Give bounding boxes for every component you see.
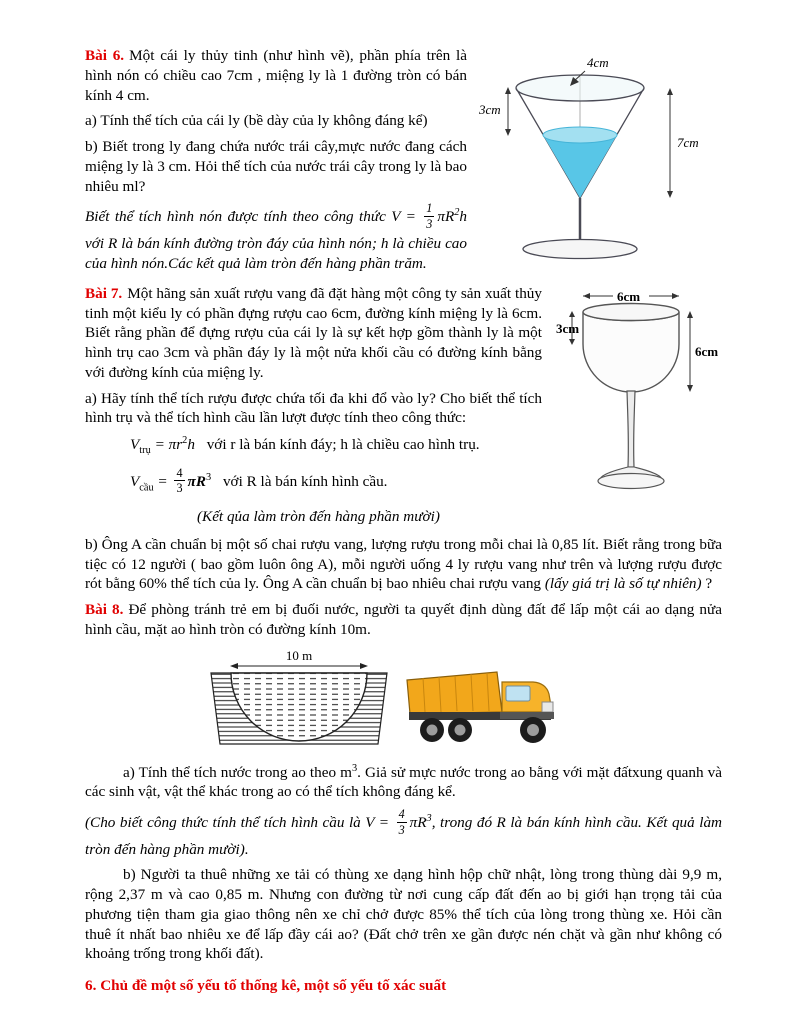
bai8-part-a — [85, 762, 722, 803]
dimension-mouth-diameter — [583, 289, 679, 304]
bai8-formula-exponent: 3 — [426, 813, 432, 825]
juice-liquid — [543, 135, 617, 198]
cone-volume-exponent: 2 — [454, 207, 460, 219]
vsph-eq: = — [157, 472, 168, 490]
problem-bai7 — [85, 284, 722, 594]
dim-label-6cm-top: 6cm — [617, 288, 641, 304]
dump-truck-illustration — [407, 672, 554, 743]
bai8-formula-tail: , trong đó R là bán kính hình cầu. Kết quả làm tròn đến hàng phần mười). — [85, 814, 723, 858]
bai8-label: Bài 8. — [85, 601, 124, 619]
dimension-pond-diameter — [230, 650, 368, 669]
vsph-sub: cầu — [139, 481, 154, 493]
truck-grill — [542, 702, 553, 712]
bai7-intro-text: Một hãng sản xuất rượu vang đã đặt hàng một công ty sản xuất thủy tinh một kiểu ly có phần đựng rượu cao 6cm, đường kính miệng ly là 6cm. Biết rằng phần để đựng rượu của cái ly là sự kết hợp gồm thành ly là một hình trụ cao 3cm và phần đáy ly là một nửa khối cầu có đường kính bằng với đường kính của miệng ly. — [85, 284, 542, 381]
dim-label-4cm: 4cm — [587, 55, 609, 70]
bai6-intro-text: Một cái ly thủy tinh (như hình vẽ), phần phía trên là hình nón có chiều cao 7cm , miệng ly là 1 đường tròn có bán kính 4 cm. — [85, 47, 467, 104]
problem-bai8 — [85, 600, 722, 964]
bai7-part-b — [85, 535, 722, 594]
glass-bowl — [583, 312, 679, 392]
bai6-formula-note: với R là bán kính đường tròn đáy của hình nón; h là chiều cao của hình nón.Các kết quả làm tròn đến hàng phần trăm. — [85, 234, 467, 272]
bai8-part-a-text1: a) Tính thể tích nước trong ao theo m — [123, 763, 352, 781]
bai7-part-b-tail: ? — [705, 575, 713, 593]
bai6-label: Bài 6. — [85, 47, 125, 64]
bai8-part-b: b) Người ta thuê những xe tải có thùng xe dạng hình hộp chữ nhật, lòng trong thùng dài 9,9 m, rộng 2,37 m và cao 0,85 m. Nhưng con đường từ nơi cung cấp đất đến ao bị giới hạn trọng tải của phương tiện tham gia giao thông nên xe chỉ chở được 85% thể tích của lòng trong thùng xe. Hỏi cần thuê ít nhất bao nhiêu xe để lấp đầy cái ao? (Đất chở trên xe gần được nén chặt và gần như không có khoảng trống trong khối đất). — [85, 866, 722, 963]
truck-window — [506, 686, 530, 701]
bai8-formula-body: πR — [409, 814, 427, 832]
cone-volume-lhs: V = — [391, 208, 416, 226]
dimension-bowl-height — [687, 311, 718, 392]
bai8-formula-lead: (Cho biết công thức tính thể tích hình cầu là V = — [85, 814, 390, 832]
bai7-label: Bài 7. — [85, 284, 123, 302]
dim-label-10m: 10 m — [285, 649, 312, 663]
vcyl-exponent: 2 — [182, 435, 188, 446]
bai6-formula-lead: Biết thể tích hình nón được tính theo công thức — [85, 208, 386, 226]
vsph-lhs: V — [130, 472, 140, 490]
bai8-part-a-text2: . Giả sử mực nước trong ao bằng với mặt đấtxung quanh và các sinh vật, vật thể khác trong ao có thể tích không đáng kể. — [85, 763, 722, 801]
pond-and-truck-figure — [85, 650, 692, 754]
bai6-part-b: b) Biết trong ly đang chứa nước trái cây,mực nước đang cách miệng ly là 3 cm. Hỏi thể tích của nước trái cây trong ly là bao nhiêu ml? — [85, 138, 467, 195]
vcyl-note: với r là bán kính đáy; h là chiều cao hình trụ. — [206, 436, 480, 454]
wine-glass-figure — [556, 284, 722, 530]
cone-glass-illustration — [477, 46, 722, 274]
fraction-four-thirds-2: $\frac{4}{3}$ — [398, 807, 405, 837]
juice-surface — [543, 127, 617, 143]
dim-label-3cm: 3cm — [556, 320, 580, 336]
vcyl-h: h — [187, 436, 195, 454]
vcyl-sub: trụ — [139, 445, 151, 457]
bai8-intro — [85, 600, 722, 640]
bai7-rounding-note: (Kết qủa làm tròn đến hàng phần mười) — [197, 508, 440, 526]
cone-glass-figure — [477, 46, 722, 280]
glass-base — [523, 240, 637, 259]
vcyl-body: = πr — [154, 436, 183, 454]
cone-volume-h: h — [459, 208, 468, 226]
glass-rim — [583, 303, 679, 320]
bai6-part-a: a) Tính thể tích của cái ly (bề dày của ly không đáng kể) — [85, 112, 428, 130]
glass-base — [598, 473, 664, 488]
vsph-exponent: 3 — [205, 471, 212, 483]
pond-truck-illustration — [199, 650, 579, 754]
bai7-part-a: a) Hãy tính thể tích rượu được chứa tối đa khi đổ vào ly? Cho biết thể tích hình trụ và thể tích hình cầu lần lượt được tính theo công thức: — [85, 389, 542, 427]
bai8-formula-paragraph — [85, 808, 722, 859]
vcyl-lhs: V — [130, 436, 140, 454]
vsph-note: với R là bán kính hình cầu. — [222, 472, 388, 490]
dim-label-7cm: 7cm — [677, 135, 699, 150]
vsph-body: πR — [187, 472, 206, 490]
truck-bumper — [500, 712, 554, 719]
glass-stem — [627, 391, 635, 467]
bai7-part-b-text: b) Ông A cần chuẩn bị một số chai rượu vang, lượng rượu trong mỗi chai là 0,85 lít. Biết rằng trong bữa tiệc có 12 người ( bao gồm luôn ông A), mỗi người uống 4 ly rượu vang như trên và lượng rượu được rót bằng 60% thể tích của ly. Ông A cần chuẩn bị bao nhiêu chai rượu vang — [85, 535, 722, 593]
glass-rim — [516, 75, 644, 101]
cone-volume-body: πR — [437, 208, 455, 226]
bai8-intro-text: Để phòng tránh trẻ em bị đuối nước, người ta quyết định dùng đất để lấp một cái ao dạng nửa hình cầu, mặt ao hình tròn có đường kính 10m. — [85, 601, 722, 638]
dim-label-3cm: 3cm — [479, 102, 501, 117]
wine-glass-illustration — [556, 284, 722, 524]
bai7-part-b-italic: (lấy giá trị là số tự nhiên) — [544, 575, 702, 593]
next-section-heading: 6. Chủ đề một số yếu tố thống kê, một số yếu tố xác suất — [85, 977, 447, 995]
bai8-part-a-sup: 3 — [351, 762, 358, 774]
dimension-cylinder-height — [556, 311, 579, 345]
fraction-one-third: $\frac{1}{3}$ — [426, 201, 433, 231]
dimension-cone-height — [667, 88, 699, 198]
dimension-water-gap — [478, 87, 511, 136]
problem-bai6 — [85, 46, 722, 284]
fraction-four-thirds: $\frac{4}{3}$ — [176, 465, 183, 496]
dim-label-6cm-right: 6cm — [695, 343, 719, 359]
